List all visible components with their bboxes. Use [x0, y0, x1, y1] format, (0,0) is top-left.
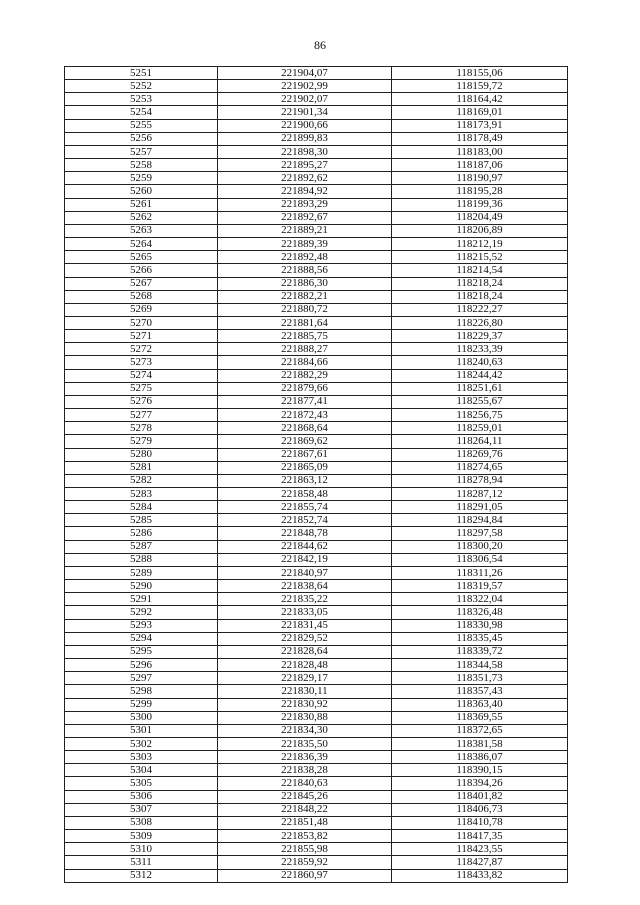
y-coordinate-cell: 118381,58 — [392, 737, 568, 750]
x-coordinate-cell: 221838,64 — [218, 580, 392, 593]
table-row — [65, 764, 568, 777]
x-coordinate-cell: 221899,83 — [218, 132, 392, 145]
point-number-cell: 5293 — [65, 619, 218, 632]
table-row — [65, 80, 568, 93]
table-row — [65, 264, 568, 277]
table-row — [65, 856, 568, 869]
table-row — [65, 277, 568, 290]
x-coordinate-cell: 221828,48 — [218, 659, 392, 672]
point-number-cell: 5299 — [65, 698, 218, 711]
point-number-cell: 5291 — [65, 593, 218, 606]
x-coordinate-cell: 221858,48 — [218, 488, 392, 501]
x-coordinate-cell: 221884,66 — [218, 356, 392, 369]
table-row — [65, 540, 568, 553]
y-coordinate-cell: 118326,48 — [392, 606, 568, 619]
point-number-cell: 5286 — [65, 527, 218, 540]
table-row — [65, 382, 568, 395]
point-number-cell: 5312 — [65, 869, 218, 882]
y-coordinate-cell: 118251,61 — [392, 382, 568, 395]
table-row — [65, 474, 568, 487]
x-coordinate-cell: 221900,66 — [218, 119, 392, 132]
point-number-cell: 5281 — [65, 461, 218, 474]
table-row — [65, 303, 568, 316]
point-number-cell: 5306 — [65, 790, 218, 803]
point-number-cell: 5288 — [65, 553, 218, 566]
table-row — [65, 659, 568, 672]
y-coordinate-cell: 118218,24 — [392, 290, 568, 303]
table-row — [65, 645, 568, 658]
y-coordinate-cell: 118222,27 — [392, 303, 568, 316]
point-number-cell: 5304 — [65, 764, 218, 777]
table-row — [65, 501, 568, 514]
table-row — [65, 711, 568, 724]
x-coordinate-cell: 221844,62 — [218, 540, 392, 553]
point-number-cell: 5260 — [65, 185, 218, 198]
point-number-cell: 5308 — [65, 816, 218, 829]
x-coordinate-cell: 221867,61 — [218, 448, 392, 461]
y-coordinate-cell: 118410,78 — [392, 816, 568, 829]
point-number-cell: 5258 — [65, 159, 218, 172]
x-coordinate-cell: 221892,67 — [218, 211, 392, 224]
y-coordinate-cell: 118406,73 — [392, 803, 568, 816]
y-coordinate-cell: 118255,67 — [392, 395, 568, 408]
point-number-cell: 5252 — [65, 80, 218, 93]
table-row — [65, 672, 568, 685]
x-coordinate-cell: 221882,29 — [218, 369, 392, 382]
x-coordinate-cell: 221855,98 — [218, 843, 392, 856]
x-coordinate-cell: 221881,64 — [218, 316, 392, 329]
table-row — [65, 514, 568, 527]
table-row — [65, 356, 568, 369]
x-coordinate-cell: 221853,82 — [218, 830, 392, 843]
point-number-cell: 5300 — [65, 711, 218, 724]
table-row — [65, 685, 568, 698]
table-row — [65, 698, 568, 711]
table-row — [65, 448, 568, 461]
x-coordinate-cell: 221833,05 — [218, 606, 392, 619]
point-number-cell: 5265 — [65, 251, 218, 264]
y-coordinate-cell: 118159,72 — [392, 80, 568, 93]
table-row — [65, 488, 568, 501]
point-number-cell: 5270 — [65, 316, 218, 329]
point-number-cell: 5257 — [65, 145, 218, 158]
y-coordinate-cell: 118264,11 — [392, 435, 568, 448]
x-coordinate-cell: 221902,07 — [218, 93, 392, 106]
table-row — [65, 580, 568, 593]
y-coordinate-cell: 118369,55 — [392, 711, 568, 724]
y-coordinate-cell: 118291,05 — [392, 501, 568, 514]
x-coordinate-cell: 221889,39 — [218, 238, 392, 251]
y-coordinate-cell: 118214,54 — [392, 264, 568, 277]
x-coordinate-cell: 221840,63 — [218, 777, 392, 790]
table-row — [65, 132, 568, 145]
point-number-cell: 5292 — [65, 606, 218, 619]
x-coordinate-cell: 221860,97 — [218, 869, 392, 882]
x-coordinate-cell: 221835,22 — [218, 593, 392, 606]
x-coordinate-cell: 221830,92 — [218, 698, 392, 711]
x-coordinate-cell: 221834,30 — [218, 724, 392, 737]
table-row — [65, 632, 568, 645]
x-coordinate-cell: 221889,21 — [218, 224, 392, 237]
table-row — [65, 422, 568, 435]
point-number-cell: 5307 — [65, 803, 218, 816]
point-number-cell: 5254 — [65, 106, 218, 119]
table-row — [65, 593, 568, 606]
y-coordinate-cell: 118330,98 — [392, 619, 568, 632]
point-number-cell: 5264 — [65, 238, 218, 251]
point-number-cell: 5301 — [65, 724, 218, 737]
table-row — [65, 869, 568, 882]
y-coordinate-cell: 118363,40 — [392, 698, 568, 711]
point-number-cell: 5273 — [65, 356, 218, 369]
y-coordinate-cell: 118256,75 — [392, 409, 568, 422]
y-coordinate-cell: 118335,45 — [392, 632, 568, 645]
x-coordinate-cell: 221851,48 — [218, 816, 392, 829]
y-coordinate-cell: 118319,57 — [392, 580, 568, 593]
point-number-cell: 5285 — [65, 514, 218, 527]
table-row — [65, 159, 568, 172]
y-coordinate-cell: 118427,87 — [392, 856, 568, 869]
y-coordinate-cell: 118372,65 — [392, 724, 568, 737]
x-coordinate-cell: 221880,72 — [218, 303, 392, 316]
y-coordinate-cell: 118178,49 — [392, 132, 568, 145]
y-coordinate-cell: 118169,01 — [392, 106, 568, 119]
point-number-cell: 5310 — [65, 843, 218, 856]
y-coordinate-cell: 118297,58 — [392, 527, 568, 540]
x-coordinate-cell: 221869,62 — [218, 435, 392, 448]
table-row — [65, 290, 568, 303]
y-coordinate-cell: 118417,35 — [392, 830, 568, 843]
point-number-cell: 5275 — [65, 382, 218, 395]
y-coordinate-cell: 118306,54 — [392, 553, 568, 566]
table-row — [65, 185, 568, 198]
y-coordinate-cell: 118173,91 — [392, 119, 568, 132]
table-row — [65, 409, 568, 422]
x-coordinate-cell: 221842,19 — [218, 553, 392, 566]
table-row — [65, 238, 568, 251]
y-coordinate-cell: 118240,63 — [392, 356, 568, 369]
x-coordinate-cell: 221848,22 — [218, 803, 392, 816]
x-coordinate-cell: 221888,56 — [218, 264, 392, 277]
y-coordinate-cell: 118164,42 — [392, 93, 568, 106]
y-coordinate-cell: 118401,82 — [392, 790, 568, 803]
table-row — [65, 211, 568, 224]
table-body — [65, 67, 568, 883]
table-row — [65, 172, 568, 185]
x-coordinate-cell: 221898,30 — [218, 145, 392, 158]
table-row — [65, 777, 568, 790]
point-number-cell: 5284 — [65, 501, 218, 514]
point-number-cell: 5282 — [65, 474, 218, 487]
table-row — [65, 67, 568, 80]
point-number-cell: 5277 — [65, 409, 218, 422]
point-number-cell: 5266 — [65, 264, 218, 277]
x-coordinate-cell: 221865,09 — [218, 461, 392, 474]
y-coordinate-cell: 118206,89 — [392, 224, 568, 237]
x-coordinate-cell: 221879,66 — [218, 382, 392, 395]
point-number-cell: 5268 — [65, 290, 218, 303]
x-coordinate-cell: 221904,07 — [218, 67, 392, 80]
x-coordinate-cell: 221831,45 — [218, 619, 392, 632]
table-row — [65, 106, 568, 119]
table-row — [65, 119, 568, 132]
x-coordinate-cell: 221855,74 — [218, 501, 392, 514]
point-number-cell: 5271 — [65, 330, 218, 343]
y-coordinate-cell: 118311,26 — [392, 566, 568, 579]
point-number-cell: 5261 — [65, 198, 218, 211]
table-row — [65, 198, 568, 211]
table-row — [65, 843, 568, 856]
x-coordinate-cell: 221852,74 — [218, 514, 392, 527]
table-row — [65, 724, 568, 737]
x-coordinate-cell: 221835,50 — [218, 737, 392, 750]
x-coordinate-cell: 221829,17 — [218, 672, 392, 685]
x-coordinate-cell: 221885,75 — [218, 330, 392, 343]
y-coordinate-cell: 118322,04 — [392, 593, 568, 606]
point-number-cell: 5297 — [65, 672, 218, 685]
point-number-cell: 5287 — [65, 540, 218, 553]
y-coordinate-cell: 118204,49 — [392, 211, 568, 224]
y-coordinate-cell: 118433,82 — [392, 869, 568, 882]
table-row — [65, 737, 568, 750]
table-row — [65, 527, 568, 540]
x-coordinate-cell: 221886,30 — [218, 277, 392, 290]
x-coordinate-cell: 221868,64 — [218, 422, 392, 435]
y-coordinate-cell: 118351,73 — [392, 672, 568, 685]
x-coordinate-cell: 221838,28 — [218, 764, 392, 777]
y-coordinate-cell: 118394,26 — [392, 777, 568, 790]
x-coordinate-cell: 221830,11 — [218, 685, 392, 698]
point-number-cell: 5302 — [65, 737, 218, 750]
x-coordinate-cell: 221877,41 — [218, 395, 392, 408]
y-coordinate-cell: 118187,06 — [392, 159, 568, 172]
point-number-cell: 5290 — [65, 580, 218, 593]
point-number-cell: 5298 — [65, 685, 218, 698]
x-coordinate-cell: 221840,97 — [218, 566, 392, 579]
table-row — [65, 145, 568, 158]
y-coordinate-cell: 118195,28 — [392, 185, 568, 198]
y-coordinate-cell: 118339,72 — [392, 645, 568, 658]
table-row — [65, 435, 568, 448]
y-coordinate-cell: 118229,37 — [392, 330, 568, 343]
table-row — [65, 316, 568, 329]
point-number-cell: 5294 — [65, 632, 218, 645]
point-number-cell: 5309 — [65, 830, 218, 843]
y-coordinate-cell: 118386,07 — [392, 751, 568, 764]
table-row — [65, 553, 568, 566]
point-number-cell: 5267 — [65, 277, 218, 290]
y-coordinate-cell: 118215,52 — [392, 251, 568, 264]
table-row — [65, 566, 568, 579]
y-coordinate-cell: 118190,97 — [392, 172, 568, 185]
x-coordinate-cell: 221830,88 — [218, 711, 392, 724]
point-number-cell: 5263 — [65, 224, 218, 237]
x-coordinate-cell: 221859,92 — [218, 856, 392, 869]
y-coordinate-cell: 118294,84 — [392, 514, 568, 527]
point-number-cell: 5278 — [65, 422, 218, 435]
table-row — [65, 606, 568, 619]
x-coordinate-cell: 221828,64 — [218, 645, 392, 658]
y-coordinate-cell: 118300,20 — [392, 540, 568, 553]
y-coordinate-cell: 118218,24 — [392, 277, 568, 290]
point-number-cell: 5259 — [65, 172, 218, 185]
table-row — [65, 816, 568, 829]
point-number-cell: 5283 — [65, 488, 218, 501]
table-row — [65, 803, 568, 816]
table-row — [65, 224, 568, 237]
point-number-cell: 5280 — [65, 448, 218, 461]
coordinates-table — [64, 66, 568, 883]
table-row — [65, 93, 568, 106]
x-coordinate-cell: 221892,48 — [218, 251, 392, 264]
y-coordinate-cell: 118155,06 — [392, 67, 568, 80]
x-coordinate-cell: 221845,26 — [218, 790, 392, 803]
y-coordinate-cell: 118274,65 — [392, 461, 568, 474]
table-row — [65, 251, 568, 264]
x-coordinate-cell: 221848,78 — [218, 527, 392, 540]
point-number-cell: 5303 — [65, 751, 218, 764]
x-coordinate-cell: 221836,39 — [218, 751, 392, 764]
point-number-cell: 5256 — [65, 132, 218, 145]
x-coordinate-cell: 221895,27 — [218, 159, 392, 172]
y-coordinate-cell: 118226,80 — [392, 316, 568, 329]
point-number-cell: 5305 — [65, 777, 218, 790]
table-row — [65, 830, 568, 843]
y-coordinate-cell: 118269,76 — [392, 448, 568, 461]
x-coordinate-cell: 221893,29 — [218, 198, 392, 211]
table-row — [65, 790, 568, 803]
point-number-cell: 5276 — [65, 395, 218, 408]
x-coordinate-cell: 221829,52 — [218, 632, 392, 645]
table-row — [65, 395, 568, 408]
x-coordinate-cell: 221863,12 — [218, 474, 392, 487]
point-number-cell: 5296 — [65, 659, 218, 672]
y-coordinate-cell: 118287,12 — [392, 488, 568, 501]
point-number-cell: 5311 — [65, 856, 218, 869]
table-row — [65, 343, 568, 356]
page-number: 86 — [314, 38, 326, 52]
point-number-cell: 5255 — [65, 119, 218, 132]
table-row — [65, 619, 568, 632]
point-number-cell: 5272 — [65, 343, 218, 356]
y-coordinate-cell: 118183,00 — [392, 145, 568, 158]
x-coordinate-cell: 221888,27 — [218, 343, 392, 356]
y-coordinate-cell: 118199,36 — [392, 198, 568, 211]
point-number-cell: 5279 — [65, 435, 218, 448]
table-row — [65, 330, 568, 343]
x-coordinate-cell: 221892,62 — [218, 172, 392, 185]
y-coordinate-cell: 118357,43 — [392, 685, 568, 698]
point-number-cell: 5269 — [65, 303, 218, 316]
table-row — [65, 751, 568, 764]
point-number-cell: 5289 — [65, 566, 218, 579]
point-number-cell: 5295 — [65, 645, 218, 658]
table-row — [65, 461, 568, 474]
y-coordinate-cell: 118390,15 — [392, 764, 568, 777]
point-number-cell: 5251 — [65, 67, 218, 80]
x-coordinate-cell: 221902,99 — [218, 80, 392, 93]
y-coordinate-cell: 118212,19 — [392, 238, 568, 251]
y-coordinate-cell: 118244,42 — [392, 369, 568, 382]
point-number-cell: 5274 — [65, 369, 218, 382]
y-coordinate-cell: 118278,94 — [392, 474, 568, 487]
x-coordinate-cell: 221901,34 — [218, 106, 392, 119]
y-coordinate-cell: 118344,58 — [392, 659, 568, 672]
point-number-cell: 5253 — [65, 93, 218, 106]
x-coordinate-cell: 221872,43 — [218, 409, 392, 422]
table-row — [65, 369, 568, 382]
point-number-cell: 5262 — [65, 211, 218, 224]
y-coordinate-cell: 118423,55 — [392, 843, 568, 856]
y-coordinate-cell: 118233,39 — [392, 343, 568, 356]
y-coordinate-cell: 118259,01 — [392, 422, 568, 435]
x-coordinate-cell: 221894,92 — [218, 185, 392, 198]
x-coordinate-cell: 221882,21 — [218, 290, 392, 303]
